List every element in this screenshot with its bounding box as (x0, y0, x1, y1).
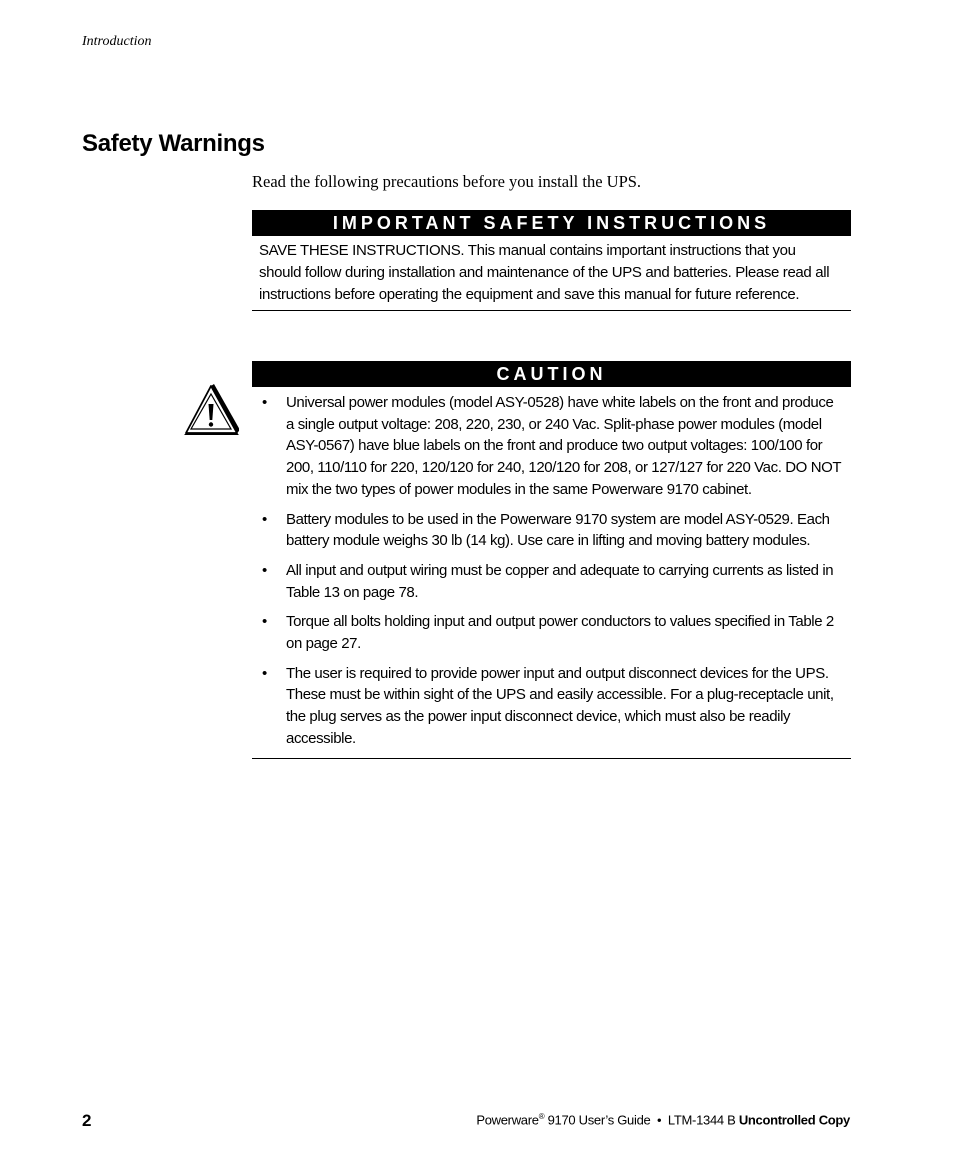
running-footer (476, 1112, 850, 1127)
caution-item-text: Battery modules to be used in the Powerware 9170 system are model ASY-0529. Each battery module weighs 30 lb (14 kg). Use care in lifting and moving battery modules. (286, 510, 830, 550)
caution-item (252, 663, 851, 750)
safety-instructions-text: SAVE THESE INSTRUCTIONS. This manual contains important instructions that you should follow during installation and maintenance of the UPS and batteries. Please read all instructions before operating the equipment and save this manual for future reference. (252, 240, 851, 311)
running-header-section: Introduction (82, 34, 152, 49)
caution-item (252, 560, 851, 603)
page-number: 2 (82, 1111, 92, 1130)
bullet-icon: • (262, 394, 267, 411)
bullet-icon: • (262, 664, 267, 682)
caution-list (252, 392, 851, 750)
footer-guide: 9170 User’s Guide • LTM-1344 B (544, 1112, 739, 1128)
caution-item (252, 509, 851, 552)
page-title: Safety Warnings (82, 130, 265, 157)
bullet-icon: • (262, 561, 267, 579)
footer-brand: Powerware (476, 1112, 539, 1128)
footer-copy-status: Uncontrolled Copy (738, 1112, 850, 1128)
caution-item-text: The user is required to provide power input and output disconnect devices for the UPS. These must be within sight of the UPS and easily accessible. For a plug-receptacle unit, the plug serves as the power input disconnect device, which must also be readily accessible. (286, 664, 834, 747)
intro-paragraph: Read the following precautions before you install the UPS. (252, 172, 642, 191)
caution-item-text: Torque all bolts holding input and output power conductors to values specified in Table 2 on page 27. (286, 613, 834, 653)
caution-item-text: All input and output wiring must be copper and adequate to carrying currents as listed in Table 13 on page 78. (286, 561, 834, 601)
bullet-icon: • (262, 613, 267, 631)
caution-body (252, 392, 851, 759)
caution-item-text: Universal power modules (model ASY-0528) have white labels on the front and produce a single output voltage: 208, 220, 230, or 240 Vac. Split-phase power modules (model ASY-0567) have blue labels on the front and produce two output voltages: 100/100 for 200, 110/110 for 220, 120/120 for 240, 120/120 for 208, or 127/127 for 220 Vac. DO NOT mix the two types of power modules in the same Powerware 9170 cabinet. (286, 394, 841, 498)
caution-item (252, 611, 851, 654)
bullet-icon: • (262, 510, 267, 528)
caution-banner: CAUTION (252, 361, 851, 387)
warning-triangle-icon (183, 384, 239, 436)
important-safety-banner: IMPORTANT SAFETY INSTRUCTIONS (252, 210, 851, 236)
registered-mark: ® (538, 1112, 545, 1121)
caution-item (252, 392, 851, 501)
